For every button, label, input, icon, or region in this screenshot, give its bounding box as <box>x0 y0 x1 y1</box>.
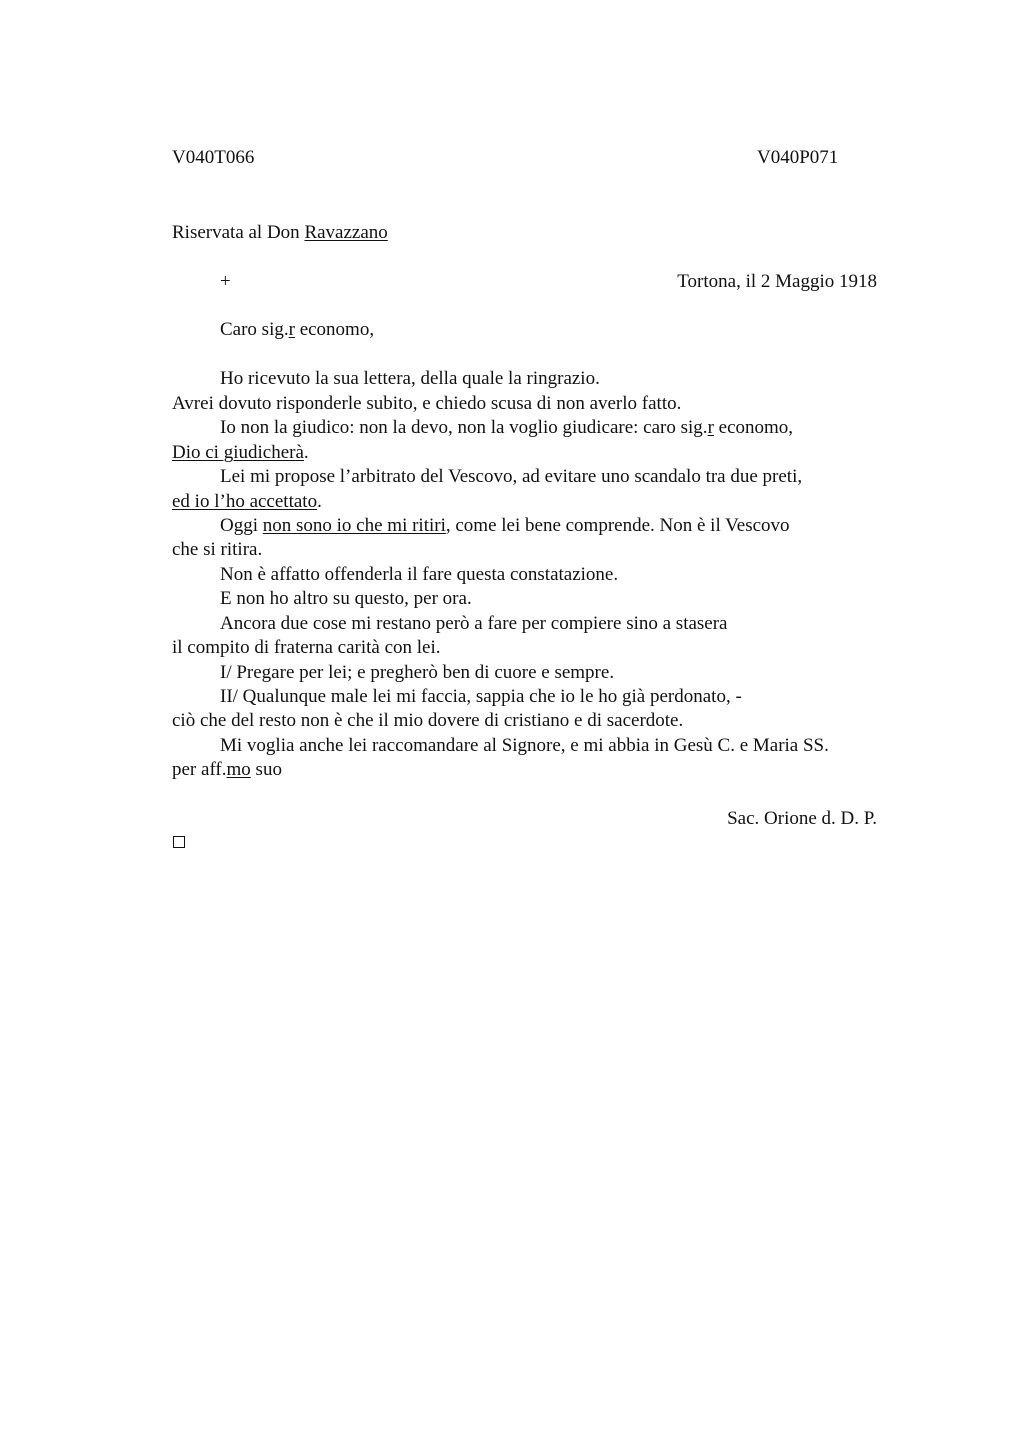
body-line-10: E non ho altro su questo, per ora. <box>220 588 472 609</box>
reserved-note-prefix: Riservata al Don <box>172 222 305 243</box>
body-line-8: che si ritira. <box>172 539 263 560</box>
addressee-name: Ravazzano <box>304 222 388 243</box>
body-line-12: il compito di fraterna carità con lei. <box>172 637 441 658</box>
body-line-13: I/ Pregare per lei; e pregherò ben di cuore e sempre. <box>220 662 615 683</box>
closing-end: suo <box>250 759 282 780</box>
body-line-7-start: Oggi <box>220 515 263 536</box>
body-line-4-underlined: Dio ci giudicherà <box>172 442 304 463</box>
body-line-9: Non è affatto offenderla il fare questa constatazione. <box>220 564 619 585</box>
body-line-3-end: economo, <box>713 417 794 438</box>
body-line-7-end: , come lei bene comprende. Non è il Vescovo <box>445 515 790 536</box>
salutation-abbrev: r <box>288 319 295 340</box>
body-line-6-end: . <box>317 491 322 512</box>
reserved-note <box>172 221 388 245</box>
body-line-1: Ho ricevuto la sua lettera, della quale la ringrazio. <box>220 368 600 389</box>
body-line-16: Mi voglia anche lei raccomandare al Signore, e mi abbia in Gesù C. e Maria SS. <box>220 735 829 756</box>
salutation-part-1: Caro sig. <box>220 319 289 340</box>
body-line-4 <box>172 441 309 465</box>
body-line-15: ciò che del resto non è che il mio dovere di cristiano e di sacerdote. <box>172 710 684 731</box>
body-line-7 <box>220 514 790 538</box>
signature: Sac. Orione d. D. P. <box>727 808 877 829</box>
end-square-icon <box>173 836 185 848</box>
body-line-3 <box>220 416 793 440</box>
closing-start: per aff. <box>172 759 227 780</box>
body-line-3-abbrev: r <box>707 417 714 438</box>
document-code-left: V040T066 <box>172 147 255 168</box>
salutation-part-2: economo, <box>294 319 375 340</box>
closing-abbrev: mo <box>226 759 251 780</box>
body-line-5: Lei mi propose l’arbitrato del Vescovo, ad evitare uno scandalo tra due preti, <box>220 466 803 487</box>
body-line-4-end: . <box>303 442 309 463</box>
cross-mark: + <box>220 271 231 292</box>
body-line-6 <box>172 490 322 514</box>
place-date: Tortona, il 2 Maggio 1918 <box>677 271 877 292</box>
body-line-3-start: Io non la giudico: non la devo, non la voglio giudicare: caro sig. <box>220 417 708 438</box>
body-line-6-underlined: ed io l’ho accettato <box>172 491 318 512</box>
document-code-right: V040P071 <box>757 147 839 168</box>
body-line-2: Avrei dovuto risponderle subito, e chiedo scusa di non averlo fatto. <box>172 393 682 414</box>
body-line-11: Ancora due cose mi restano però a fare per compiere sino a stasera <box>220 613 728 634</box>
body-line-17 <box>172 758 282 782</box>
body-line-14: II/ Qualunque male lei mi faccia, sappia che io le ho già perdonato, - <box>220 686 742 707</box>
body-line-7-underlined: non sono io che mi ritiri <box>262 515 446 536</box>
salutation <box>220 318 374 342</box>
